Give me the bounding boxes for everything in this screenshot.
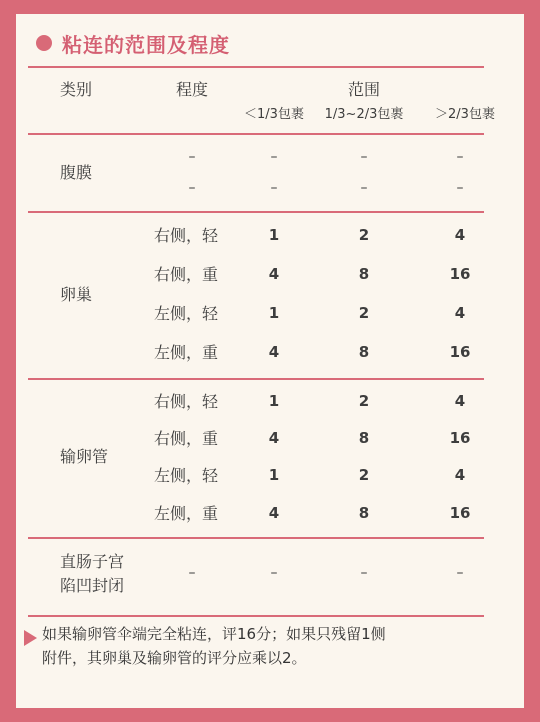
- score-cell: 8: [358, 429, 370, 447]
- category-label: 陷凹封闭: [60, 576, 125, 595]
- table-divider: [28, 133, 484, 135]
- title-row: [36, 28, 230, 58]
- score-cell: 2: [358, 392, 370, 410]
- page-title: 粘连的范围及程度: [62, 32, 230, 57]
- score-cell: 8: [358, 343, 370, 361]
- score-cell: 4: [454, 392, 466, 410]
- footnote: [24, 622, 494, 670]
- footnote-line: 如果输卵管伞端完全粘连，评16分；如果只残留1侧: [42, 625, 386, 643]
- score-cell: 1: [268, 466, 280, 484]
- degree-cell: –: [188, 149, 196, 165]
- score-cell: 2: [358, 226, 370, 244]
- score-cell: 4: [268, 343, 280, 361]
- score-cell: –: [360, 565, 368, 581]
- score-cell: –: [360, 180, 368, 196]
- score-cell: –: [456, 149, 464, 165]
- score-cell: 1: [268, 226, 280, 244]
- header-category: 类别: [60, 80, 93, 99]
- footnote-text: [42, 622, 494, 670]
- category-label: 直肠子宫: [60, 552, 125, 571]
- degree-cell: 左侧，轻: [153, 304, 219, 323]
- table-divider: [28, 211, 484, 213]
- header-range-col: ＞2/3包裹: [435, 107, 495, 122]
- degree-cell: –: [188, 180, 196, 196]
- category-label: 腹膜: [60, 163, 93, 182]
- score-cell: –: [360, 149, 368, 165]
- degree-cell: 右侧，重: [153, 265, 219, 284]
- degree-cell: 右侧，轻: [153, 226, 219, 245]
- table-divider: [28, 615, 484, 617]
- score-cell: 8: [358, 504, 370, 522]
- score-cell: 4: [454, 304, 466, 322]
- footnote-line: 附件，其卵巢及输卵管的评分应乘以2。: [42, 649, 307, 667]
- score-cell: 16: [449, 265, 471, 283]
- degree-cell: –: [188, 565, 196, 581]
- bullet-dot-icon: [36, 35, 52, 51]
- score-cell: 1: [268, 392, 280, 410]
- degree-cell: 左侧，重: [153, 343, 219, 362]
- degree-cell: 右侧，轻: [153, 392, 219, 411]
- header-degree: 程度: [175, 80, 209, 99]
- score-cell: 4: [268, 265, 280, 283]
- score-cell: 4: [454, 226, 466, 244]
- score-cell: 4: [268, 429, 280, 447]
- header-range: 范围: [347, 80, 381, 99]
- score-cell: –: [270, 149, 278, 165]
- header-range-col: 1/3~2/3包裹: [324, 107, 404, 122]
- degree-cell: 左侧，重: [153, 504, 219, 523]
- score-cell: –: [456, 565, 464, 581]
- score-cell: 16: [449, 429, 471, 447]
- score-cell: 8: [358, 265, 370, 283]
- score-cell: –: [456, 180, 464, 196]
- score-cell: 4: [268, 504, 280, 522]
- score-cell: –: [270, 565, 278, 581]
- triangle-arrow-icon: [24, 630, 37, 646]
- degree-cell: 右侧，重: [153, 429, 219, 448]
- score-cell: –: [270, 180, 278, 196]
- score-cell: 16: [449, 343, 471, 361]
- degree-cell: 左侧，轻: [153, 466, 219, 485]
- table-divider: [28, 378, 484, 380]
- score-cell: 16: [449, 504, 471, 522]
- category-label: 输卵管: [60, 447, 109, 466]
- table-divider: [28, 66, 484, 68]
- header-range-col: ＜1/3包裹: [244, 107, 304, 122]
- category-label: 卵巢: [60, 285, 93, 304]
- score-cell: 4: [454, 466, 466, 484]
- score-cell: 2: [358, 466, 370, 484]
- score-cell: 1: [268, 304, 280, 322]
- score-cell: 2: [358, 304, 370, 322]
- table-divider: [28, 537, 484, 539]
